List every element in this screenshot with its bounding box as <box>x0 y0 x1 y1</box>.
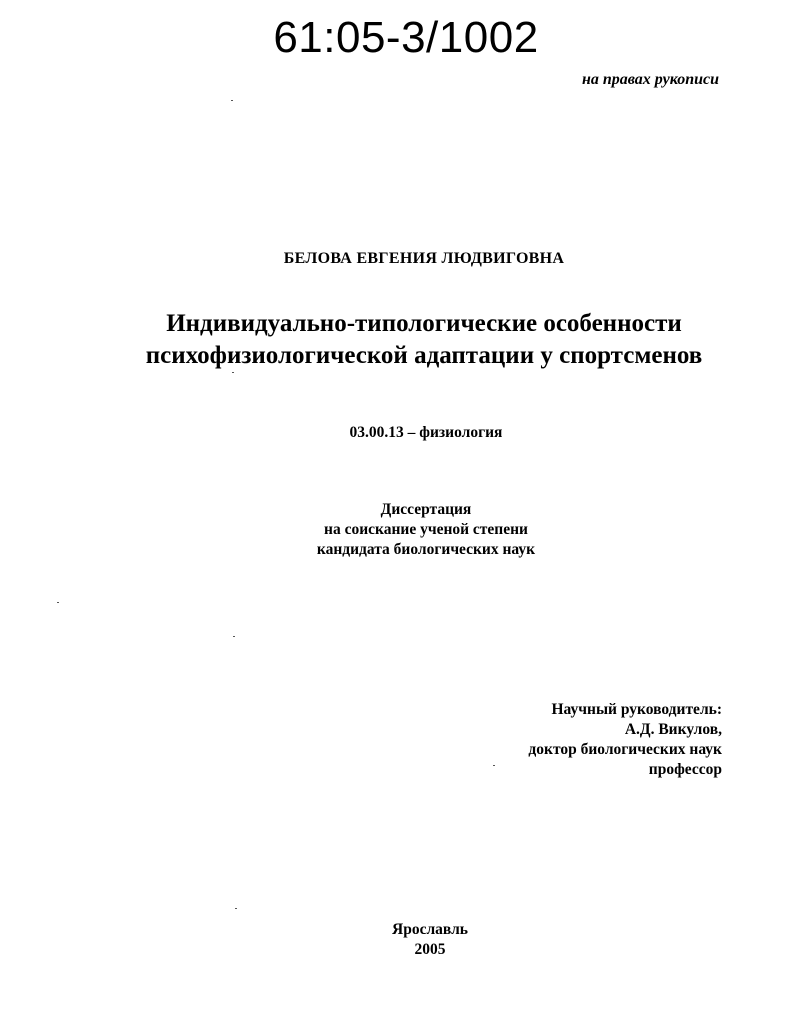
supervisor-label: Научный руководитель: <box>551 701 722 718</box>
catalog-number: 61:05-3/1002 <box>273 13 539 62</box>
degree-line: Диссертация <box>380 501 472 518</box>
specialty-code: 03.00.13 – физиология <box>349 424 503 441</box>
scan-speck <box>231 100 233 101</box>
scan-speck <box>232 372 234 373</box>
city: Ярославль <box>392 921 468 938</box>
supervisor-name: А.Д. Викулов, <box>624 721 722 738</box>
supervisor-block <box>528 700 722 780</box>
scan-speck <box>57 602 59 603</box>
author-name: БЕЛОВА ЕВГЕНИЯ ЛЮДВИГОВНА <box>283 250 565 267</box>
scan-speck <box>235 908 237 909</box>
degree-statement <box>30 500 792 560</box>
supervisor-title: профессор <box>648 761 722 778</box>
title-line: Индивидуально-типологические особенности <box>166 310 682 337</box>
degree-line: на соискание ученой степени <box>324 521 528 538</box>
scan-speck <box>233 636 235 637</box>
manuscript-note: на правах рукописи <box>581 71 719 88</box>
supervisor-degree: доктор биологических наук <box>528 741 722 758</box>
title-line: психофизиологической адаптации у спортсменов <box>145 342 703 369</box>
degree-line: кандидата биологических наук <box>316 541 536 558</box>
scan-speck <box>493 765 495 766</box>
dissertation-title <box>28 308 792 372</box>
city-year-block <box>34 920 792 960</box>
year: 2005 <box>414 941 446 958</box>
